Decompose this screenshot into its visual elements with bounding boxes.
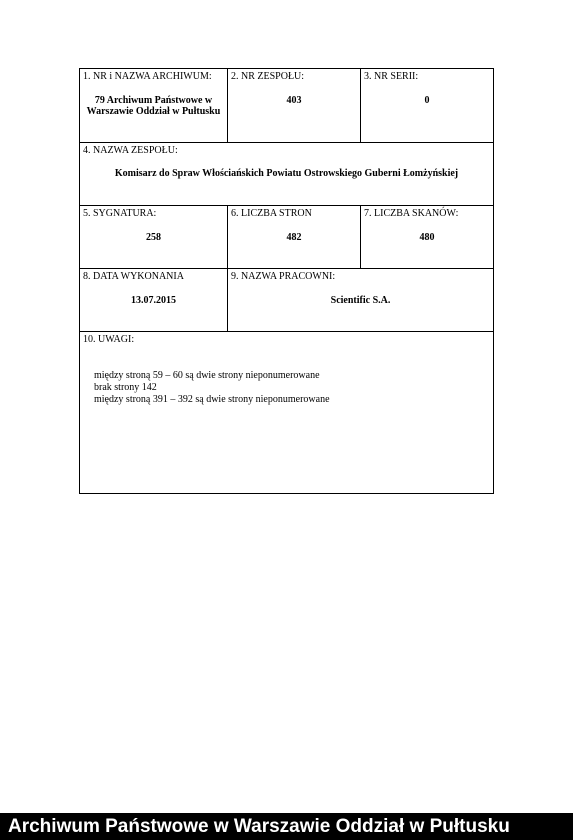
pages-value: 482 xyxy=(286,232,302,243)
fonds-number-value: 403 xyxy=(286,95,302,106)
series-cell xyxy=(361,69,493,142)
fonds-name-label: 4. NAZWA ZESPOŁU: xyxy=(83,145,178,156)
fonds-number-cell xyxy=(228,69,361,142)
series-label: 3. NR SERII: xyxy=(364,71,419,82)
archive-footer-banner xyxy=(0,813,573,840)
form-row-date-lab xyxy=(80,269,493,332)
form-row-archive xyxy=(80,69,493,143)
date-value: 13.07.2015 xyxy=(131,295,176,306)
pages-label: 6. LICZBA STRON xyxy=(231,208,312,219)
date-label: 8. DATA WYKONANIA xyxy=(83,271,184,282)
form-row-fonds-name xyxy=(80,143,493,206)
remark-line: między stroną 391 – 392 są dwie strony nieponumerowane xyxy=(94,394,330,405)
lab-label: 9. NAZWA PRACOWNI: xyxy=(231,271,336,282)
archive-cell xyxy=(80,69,228,142)
scans-label: 7. LICZBA SKANÓW: xyxy=(364,208,459,219)
archive-value: 79 Archiwum Państwowe w Warszawie Oddział w Pułtusku xyxy=(86,95,221,117)
pages-cell xyxy=(228,206,361,268)
signature-cell xyxy=(80,206,228,268)
fonds-number-label: 2. NR ZESPOŁU: xyxy=(231,71,305,82)
remark-line: między stroną 59 – 60 są dwie strony nieponumerowane xyxy=(94,370,320,381)
fonds-name-cell xyxy=(80,143,493,205)
remarks-cell xyxy=(80,332,493,493)
remarks-list xyxy=(94,370,330,406)
scans-value: 480 xyxy=(419,232,435,243)
form-row-remarks xyxy=(80,332,493,493)
remarks-label: 10. UWAGI: xyxy=(83,334,135,345)
series-value: 0 xyxy=(424,95,430,106)
archive-label: 1. NR i NAZWA ARCHIWUM: xyxy=(83,71,212,82)
signature-value: 258 xyxy=(146,232,161,243)
lab-cell xyxy=(228,269,493,331)
remark-line: brak strony 142 xyxy=(94,382,157,393)
metadata-form xyxy=(79,68,494,494)
footer-text: Archiwum Państwowe w Warszawie Oddział w Pułtusku xyxy=(8,816,510,837)
lab-value: Scientific S.A. xyxy=(330,295,391,306)
scans-cell xyxy=(361,206,493,268)
form-row-counts xyxy=(80,206,493,269)
fonds-name-value: Komisarz do Spraw Włościańskich Powiatu Ostrowskiego Guberni Łomżyńskiej xyxy=(114,168,459,179)
signature-label: 5. SYGNATURA: xyxy=(83,208,157,219)
date-cell xyxy=(80,269,228,331)
